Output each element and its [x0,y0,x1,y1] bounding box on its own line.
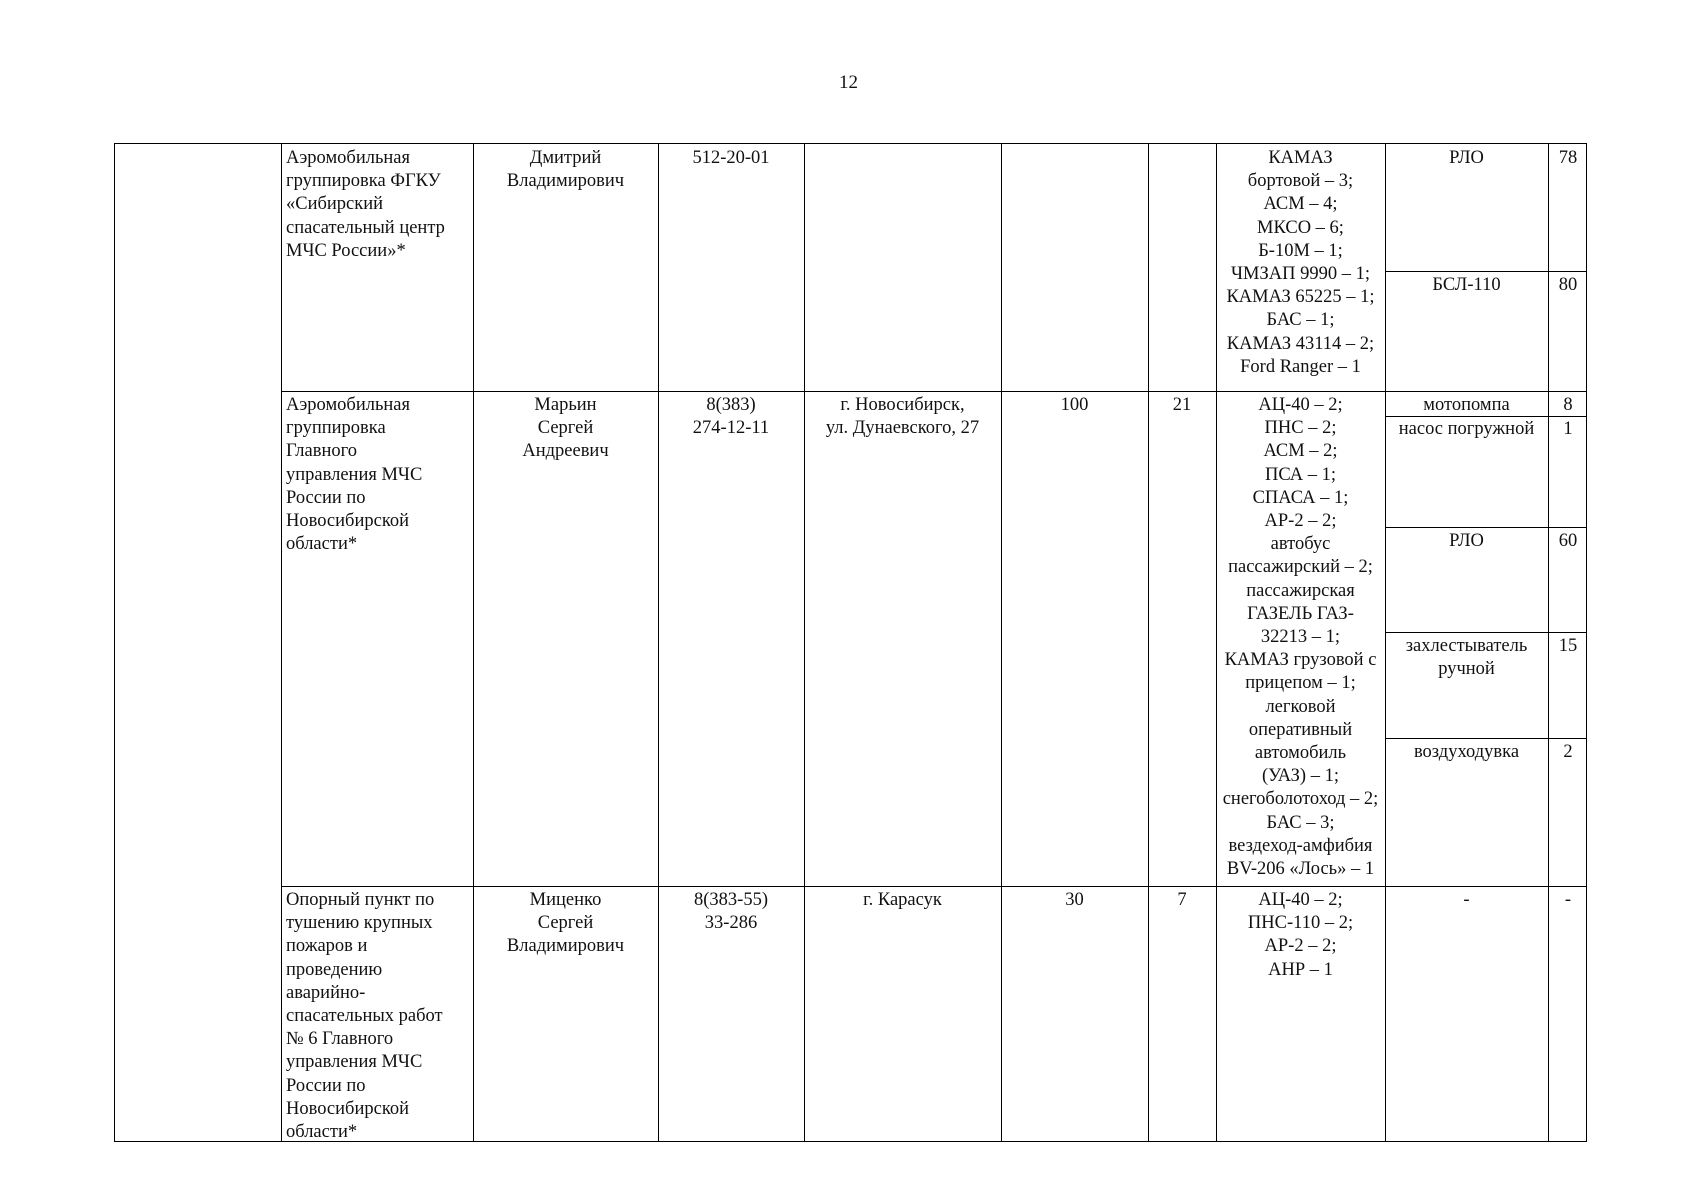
phone-line: 512-20-01 [692,148,770,168]
equipment-qty: 60 [1558,531,1578,551]
vehicle-line: бортовой – 3; [1247,171,1354,192]
vehicle-line: пассажирская [1246,580,1355,601]
org-name-line: России по [286,487,366,508]
phone-line: 8(383) [706,395,756,415]
vehicles-cell [1216,146,1385,380]
vehicle-line: ПСА – 1; [1264,464,1337,485]
vehicle-line: ЧМЗАП 9990 – 1; [1231,264,1370,285]
org-name-line: России по [286,1075,366,1096]
org-name-line: МЧС России»* [286,240,406,261]
head-name-cell [473,393,658,465]
equipment-divider [1385,271,1586,272]
equipment-name: РЛО [1449,148,1484,168]
vehicle-line: автомобиль [1254,743,1347,764]
org-name-line: пожаров и [286,936,368,957]
org-name-line: области* [286,534,358,555]
org-name-line: группировка ФГКУ [286,171,441,192]
equipment-name-cell [1385,529,1548,554]
head-name-line: Сергей [537,913,594,934]
org-name-line: спасательный центр [286,217,445,238]
org-name-line: тушению крупных [286,913,433,934]
org-name-line: Новосибирской [286,511,410,532]
vehicle-line: 32213 – 1; [1260,627,1341,648]
vehicle-line: МКСО – 6; [1257,217,1344,238]
equipment-qty-cell [1548,634,1588,659]
vehicle-line: пассажирский – 2; [1228,557,1373,578]
vehicle-line: ГАЗЕЛЬ ГАЗ- [1247,603,1354,624]
equipment-name: ручной [1438,659,1495,680]
org-name-line: Главного [286,441,358,462]
org-name-cell [281,393,473,557]
vehicle-line: АЦ-40 – 2; [1258,395,1343,415]
org-name-line: № 6 Главного [286,1029,394,1050]
equipment-name-cell [1385,417,1548,442]
units-count: 21 [1172,395,1192,415]
equipment-qty-cell [1548,273,1588,298]
equipment-name-cell [1385,146,1548,171]
column-divider [1148,144,1149,1141]
org-name-cell [281,146,473,264]
org-name-line: управления МЧС [286,1052,423,1073]
address-cell [804,393,1001,441]
address-cell [804,888,1001,913]
equipment-qty: 8 [1563,395,1573,415]
personnel-cell [1001,888,1148,913]
org-name-line: Опорный пункт по [286,890,435,910]
vehicle-line: прицепом – 1; [1245,673,1356,694]
org-name-line: Новосибирской [286,1098,410,1119]
units-cell [1148,393,1216,418]
org-name-line: «Сибирский [286,194,384,215]
vehicle-line: ПНС-110 – 2; [1247,913,1354,934]
head-name-line: Марьин [534,395,597,415]
head-name-line: Андреевич [522,441,609,462]
equipment-divider [1385,632,1586,633]
equipment-name: БСЛ-110 [1432,275,1501,295]
head-name-cell [473,146,658,194]
vehicles-cell [1216,888,1385,983]
equipment-qty: 2 [1563,742,1573,762]
org-name-line: управления МЧС [286,464,423,485]
equipment-qty-cell [1548,888,1588,913]
head-name-line: Миценко [529,890,602,910]
org-name-line: проведению [286,959,383,980]
vehicle-line: АНР – 1 [1268,959,1333,980]
row-divider [281,391,1586,392]
vehicle-line: СПАСА – 1; [1252,487,1349,508]
vehicle-line: автобус [1270,534,1331,555]
vehicle-line: КАМАЗ [1268,148,1333,168]
equipment-name: мотопомпа [1423,395,1510,415]
equipment-qty: - [1564,890,1572,910]
personnel-count: 100 [1060,395,1089,415]
vehicle-line: КАМАЗ грузовой с [1224,650,1377,671]
equipment-name: насос погружной [1398,419,1535,439]
equipment-divider [1385,527,1586,528]
phone-line: 33-286 [704,913,758,934]
phone-line: 8(383-55) [694,890,768,910]
row-divider [281,886,1586,887]
vehicle-line: БАС – 1; [1266,310,1335,331]
equipment-name-cell [1385,634,1548,682]
vehicle-line: БАС – 3; [1266,812,1335,833]
equipment-name-cell [1385,740,1548,765]
personnel-count: 30 [1065,890,1084,910]
vehicle-line: КАМАЗ 65225 – 1; [1226,287,1375,308]
head-name-line: Дмитрий [529,148,602,168]
units-count: 7 [1177,890,1187,910]
vehicle-line: снегоболотоход – 2; [1222,789,1379,810]
equipment-qty-cell [1548,740,1588,765]
org-name-line: Аэромобильная [286,148,411,168]
org-name-line: аварийно- [286,982,366,1003]
vehicle-line: Б-10М – 1; [1258,240,1343,261]
equipment-qty: 15 [1558,636,1578,656]
vehicle-line: КАМАЗ 43114 – 2; [1226,333,1375,354]
address-line: г. Карасук [863,890,942,910]
equipment-name-cell [1385,888,1548,913]
equipment-qty-cell [1548,393,1588,418]
phone-cell [658,146,804,171]
vehicle-line: ПНС – 2; [1264,418,1337,439]
org-name-cell [281,888,473,1145]
org-name-line: спасательных работ [286,1006,443,1027]
phone-cell [658,888,804,936]
org-name-line: группировка [286,418,386,439]
column-divider [804,144,805,1141]
equipment-qty-cell [1548,417,1588,442]
equipment-name: воздуходувка [1413,742,1520,762]
vehicle-line: (УАЗ) – 1; [1262,766,1339,787]
org-name-line: Аэромобильная [286,395,411,415]
equipment-qty: 78 [1558,148,1578,168]
column-divider [473,144,474,1141]
phone-cell [658,393,804,441]
equipment-name: - [1463,890,1470,910]
head-name-line: Владимирович [506,171,625,192]
vehicle-line: АСМ – 2; [1263,441,1338,462]
head-name-line: Владимирович [506,936,625,957]
units-cell [1148,888,1216,913]
vehicle-line: оперативный [1248,719,1353,740]
org-name-line: области* [286,1122,358,1143]
page-number: 12 [839,72,858,93]
vehicle-line: легковой [1265,696,1336,717]
vehicle-line: АСМ – 4; [1263,194,1338,215]
vehicle-line: Ford Ranger – 1 [1240,356,1361,377]
equipment-qty-cell [1548,146,1588,171]
equipment-name-cell [1385,393,1548,418]
vehicle-line: вездеход-амфибия [1228,835,1373,856]
vehicles-cell [1216,393,1385,882]
head-name-line: Сергей [537,418,594,439]
column-divider [658,144,659,1141]
address-line: г. Новосибирск, [840,395,965,415]
equipment-qty: 1 [1563,419,1573,439]
head-name-cell [473,888,658,960]
equipment-qty: 80 [1558,275,1578,295]
address-line: ул. Дунаевского, 27 [825,418,980,439]
personnel-cell [1001,393,1148,418]
column-divider [1001,144,1002,1141]
vehicle-line: АР-2 – 2; [1264,511,1337,532]
data-table [114,143,1587,1142]
vehicle-line: АР-2 – 2; [1264,936,1337,957]
equipment-divider [1385,738,1586,739]
equipment-qty-cell [1548,529,1588,554]
equipment-name: захлестыватель [1405,636,1528,656]
vehicle-line: АЦ-40 – 2; [1258,890,1343,910]
phone-line: 274-12-11 [692,418,770,439]
equipment-name: РЛО [1449,531,1484,551]
equipment-name-cell [1385,273,1548,298]
vehicle-line: BV-206 «Лось» – 1 [1226,859,1375,880]
